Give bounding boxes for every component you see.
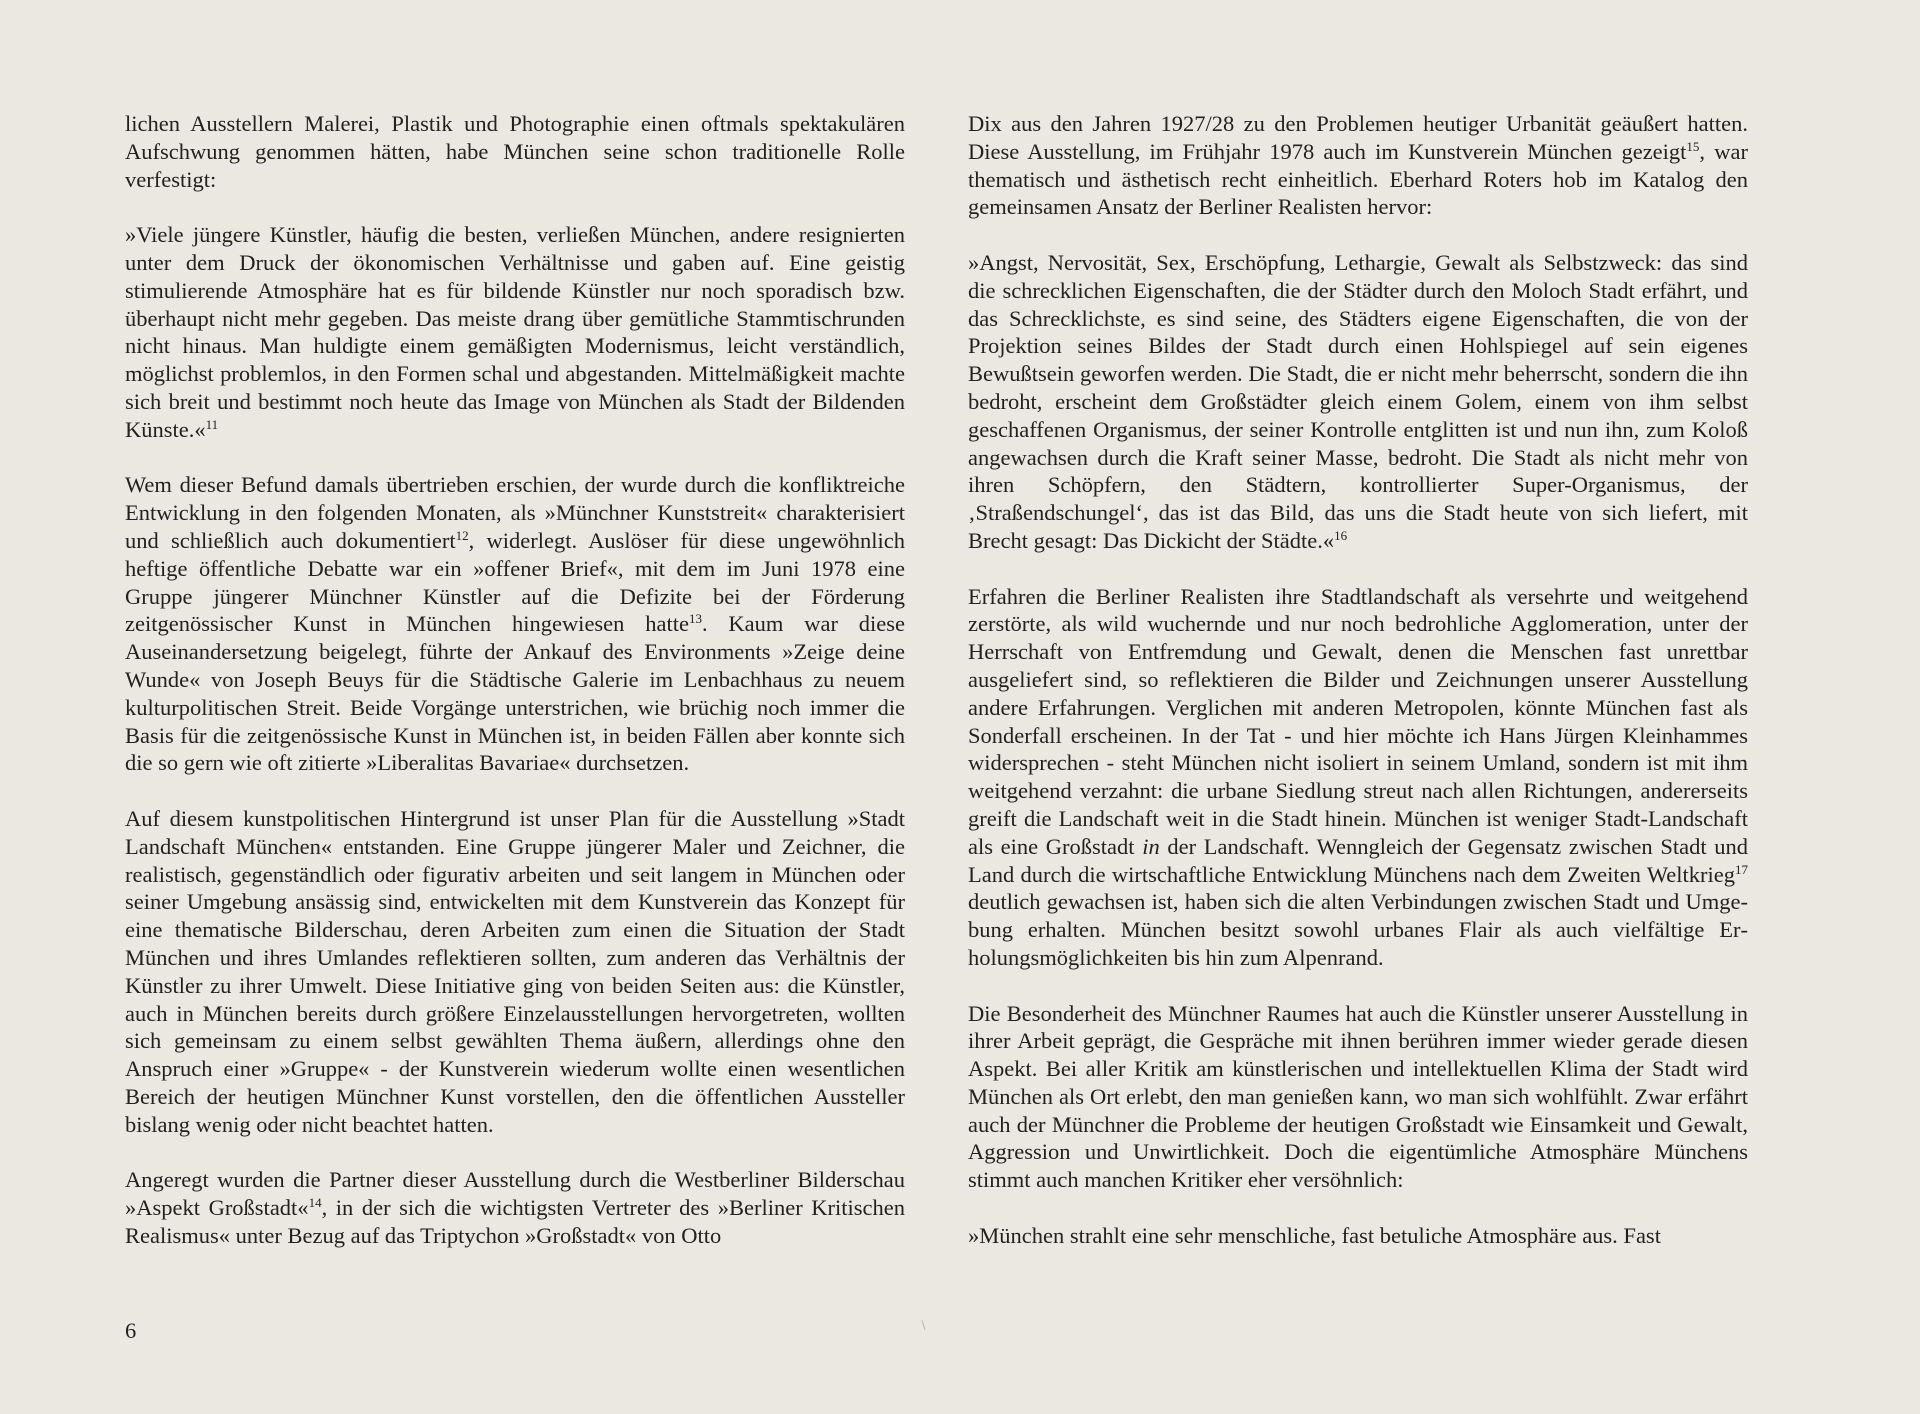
text-run: Die Besonderheit des Münchner Raumes hat auch die Künstler unserer Ausstellung in ihrer Arbeit geprägt, die Gespräche mit ihnen berühren immer wieder gerade diesen Aspekt. Bei aller Kritik am künstlerischen und intellektuellen Klima der Stadt wird München als Ort erlebt, den man genießen kann, wo man sich wohlfühlt. Zwar erfährt auch der Münchner die Probleme der heutigen Großstadt wie Einsamkeit und Gewalt, Aggression und Unwirtlichkeit. Doch die eigentümliche Atmosphäre Münchens stimmt auch manchen Kritiker eher versöhnlich: [968,1000,1748,1193]
block-quote [125,221,905,443]
text-run: »München strahlt eine sehr menschliche, fast betuliche Atmosphäre aus. Fast [968,1222,1661,1248]
body-paragraph [968,583,1748,972]
left-column [125,110,905,1250]
footnote-marker: 12 [455,527,469,543]
emphasis-text: in [1142,833,1160,859]
footnote-marker: 11 [205,416,219,432]
block-quote [968,1222,1748,1250]
right-column [968,110,1748,1250]
body-paragraph [125,110,905,193]
footnote-marker: 16 [1334,527,1348,543]
text-run: der Landschaft. Wenngleich der Gegensatz zwischen Stadt und Land durch die wirtschaftliche Entwicklung Münchens nach dem Zweiten Weltkrieg [968,833,1748,887]
text-run: Erfahren die Berliner Realisten ihre Stadtlandschaft als versehrte und weitgehend zerstörte, als wild wuchernde und nur noch bedrohliche Agglomeration, unter der Herrschaft von Entfremdung und Gewalt, denen die Menschen fast unrettbar ausgeliefert sind, so reflektieren die Bilder und Zeichnungen unserer Ausstellung andere Erfahrungen. Verglichen mit anderen Metropolen, könnte München fast als Sonderfall erscheinen. In der Tat - und hier möchte ich Hans Jürgen Kleinhammes widersprechen - steht München nicht isoliert in seinem Umland, sondern ist mit ihm weitgehend verzahnt: die urbane Siedlung streut nach allen Richtungen, andererseits greift die Landschaft weit in die Stadt hinein. München ist weniger Stadt-Landschaft als eine Großstadt [968,583,1748,859]
text-run: , in der sich die wichtigsten Vertreter des »Berliner Kritischen Realismus« unter Bezug auf das Triptychon »Großstadt« von Otto [125,1195,906,1248]
text-run: , widerlegt. Auslöser für diese ungewöhnlich heftige öffentliche Debatte war ein »offener Brief«, mit dem im Juni 1978 eine Gruppe jüngerer Münchner Künstler auf die Defizite bei der Förderung zeitgenössischer Kunst in München hingewiesen hatte [125,527,905,637]
text-run: Dix aus den Jahren 1927/28 zu den Problemen heutiger Urbanität geäußert hatten. Diese Ausstellung, im Frühjahr 1978 auch im Kunstverein München gezeigt [968,111,1748,164]
text-run: , war thematisch und ästhetisch recht einheitlich. Eberhard Roters hob im Katalog den gemeinsamen Ansatz der Berliner Realisten hervor: [968,138,1748,220]
body-paragraph [968,110,1748,221]
body-paragraph [125,471,905,777]
text-run: Auf diesem kunstpolitischen Hintergrund ist unser Plan für die Ausstellung »Stadt Landschaft München« entstanden. Eine Gruppe jüngerer Maler und Zeichner, die realistisch, gegenständlich oder figurativ arbeiten und seit langem in München oder seiner Umgebung ansässig sind, entwickelten mit dem Kunstverein das Konzept für eine thematische Bilderschau, deren Arbeiten zum einen die Situation der Stadt München und ihres Umlandes reflektieren sollten, zum anderen das Verhältnis der Künstler zu ihrer Umwelt. Diese Initiative ging von beiden Seiten aus: die Künstler, auch in München bereits durch größere Einzelausstellungen hervorgetreten, wollten sich gemeinsam zu einem selbst gewählten Thema äußern, allerdings ohne den Anspruch einer »Gruppe« - der Kunstverein wiederum wollte einen wesentlichen Bereich der heutigen Münchner Kunst vorstellen, den die öffentlichen Aussteller bislang wenig oder nicht beachtet hatten. [125,805,905,1137]
footnote-marker: 15 [1686,138,1700,154]
block-quote [968,249,1748,555]
body-paragraph [125,1166,905,1249]
footnote-marker: 13 [688,611,702,627]
text-run: . Kaum war diese Auseinandersetzung beigelegt, führte der Ankauf des Environments »Zeige deine Wunde« von Joseph Beuys für die Städtische Galerie im Lenbachhaus zu neuem kulturpolitischen Streit. Beide Vorgänge unterstrichen, wie brüchig noch immer die Basis für die zeitgenössische Kunst in München ist, in beiden Fällen aber konnte sich die so gern wie oft zitierte »Liberalitas Bavariae« durchsetzen. [125,611,905,776]
text-run: lichen Ausstellern Malerei, Plastik und Photographie einen oftmals spektakulären Aufschwung genommen hätten, habe München seine schon traditionelle Rolle verfestigt: [125,111,905,192]
footnote-marker: 14 [308,1195,322,1211]
page-number: 6 [125,1318,137,1343]
text-run: »Angst, Nervosität, Sex, Erschöpfung, Lethargie, Gewalt als Selbstzweck: das sind die schrecklichen Eigenschaften, die der Städter durch den Moloch Stadt erfährt, und das Schrecklichste, es sind seine, des Städters eigene Eigenschaften, die von der Projektion seines Bildes der Stadt durch einen Hohlspiegel auf sein eigenes Bewußtsein geworfen werden. Die Stadt, die er nicht mehr beherrscht, sondern die ihn bedroht, erscheint dem Großstädter gleich einem Golem, einem von ihm selbst geschaffenen Organismus, der seiner Kontrolle entglitten ist und nun ihn, zum Koloß angewachsen durch die Kraft seiner Masse, bedroht. Die Stadt als nicht mehr von ihren Schöpfern, den Städtern, kontrollierter Super-Organismus, der ‚Straßendschungel‘, das ist das Bild, das uns die Stadt heute von sich liefert, mit Brecht gesagt: Das Dickicht der Städte.« [968,249,1748,553]
text-run: Angeregt wurden die Partner dieser Ausstellung durch die Westberliner Bilderschau »Aspekt Großstadt« [125,1167,905,1221]
footnote-marker: 17 [1735,861,1748,877]
body-paragraph [968,1000,1748,1195]
text-run: deutlich gewachsen ist, haben sich die alten Verbindungen zwischen Stadt und Umgebung erhalten. München besitzt sowohl urbanes Flair als auch vielfältige Erholungsmöglichkeiten bis hin zum Alpenrand. [968,889,1748,970]
body-paragraph [125,805,905,1139]
gutter-mark [921,1320,925,1330]
text-run: »Viele jüngere Künstler, häufig die besten, verließen München, andere resignierten unter dem Druck der ökonomischen Verhältnisse und gaben auf. Eine geistig stimulierende Atmosphäre hat es für bildende Künstler nur noch sporadisch bzw. überhaupt nicht mehr gegeben. Das meiste drang über gemütliche Stammtischrunden nicht hinaus. Man huldigte einem gemäßigten Modernismus, leicht verständlich, möglichst problemlos, in den Formen schal und abgestanden. Mittelmäßigkeit machte sich breit und bestimmt noch heute das Image von München als Stadt der Bildenden Künste.« [125,222,905,442]
text-run: Wem dieser Befund damals übertrieben erschien, der wurde durch die konfliktreiche Entwicklung in den folgenden Monaten, als »Münchner Kunststreit« charakterisiert und schließlich auch dokumentiert [125,472,905,553]
